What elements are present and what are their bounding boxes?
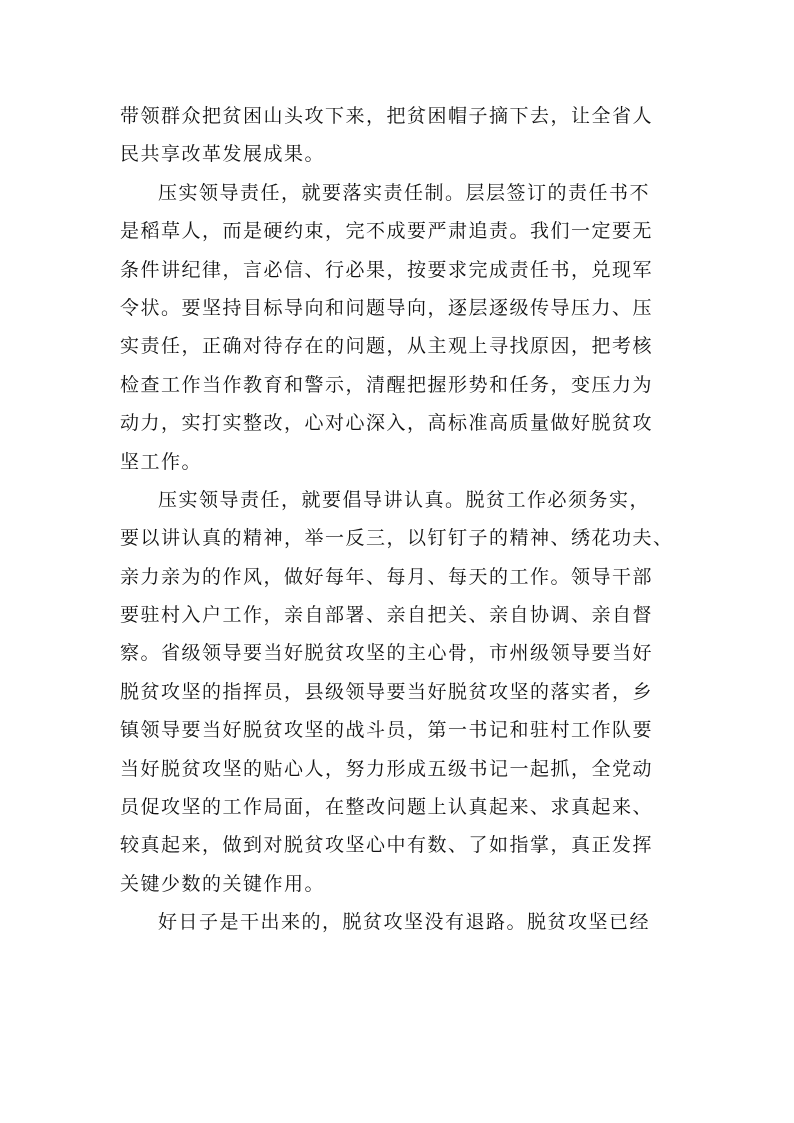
text-line: 脱贫攻坚的指挥员，县级领导要当好脱贫攻坚的落实者，乡 [120,680,654,703]
text-line: 要驻村入户工作，亲自部署、亲自把关、亲自协调、亲自督 [120,604,654,627]
text-line: 实责任，正确对待存在的问题，从主观上寻找原因，把考核 [120,335,654,358]
paragraph-start-line: 好日子是干出来的，脱贫攻坚没有退路。脱贫攻坚已经 [158,911,651,934]
text-line: 动力，实打实整改，心对心深入，高标准高质量做好脱贫攻 [120,412,654,435]
text-line: 镇领导要当好脱贫攻坚的战斗员，第一书记和驻村工作队要 [120,719,654,742]
text-line: 坚工作。 [120,450,203,473]
body-text [120,97,690,942]
text-line: 关键少数的关键作用。 [120,872,326,895]
text-line: 检查工作当作教育和警示，清醒把握形势和任务，变压力为 [120,373,654,396]
text-line: 令状。要坚持目标导向和问题导向，逐层逐级传导压力、压 [120,296,654,319]
text-line: 亲力亲为的作风，做好每年、每月、每天的工作。领导干部 [120,565,654,588]
text-line: 带领群众把贫困山头攻下来，把贫困帽子摘下去，让全省人 [120,105,654,127]
text-line: 员促攻坚的工作局面，在整改问题上认真起来、求真起来、 [120,796,654,819]
text-line: 是稻草人，而是硬约束，完不成要严肃追责。我们一定要无 [120,220,654,243]
text-line: 察。省级领导要当好脱贫攻坚的主心骨，市州级领导要当好 [120,642,654,665]
text-line: 当好脱贫攻坚的贴心人，努力形成五级书记一起抓，全党动 [120,757,654,780]
paragraph-start-line: 压实领导责任，就要落实责任制。层层签订的责任书不 [158,181,651,204]
text-line: 条件讲纪律，言必信、行必果，按要求完成责任书，兑现军 [120,258,654,281]
text-line: 要以讲认真的精神，举一反三，以钉钉子的精神、绣花功夫、 [120,527,674,550]
paragraph-start-line: 压实领导责任，就要倡导讲认真。脱贫工作必须务实， [158,488,651,511]
text-line: 较真起来，做到对脱贫攻坚心中有数、了如指掌，真正发挥 [120,834,654,857]
text-line: 民共享改革发展成果。 [120,143,326,166]
